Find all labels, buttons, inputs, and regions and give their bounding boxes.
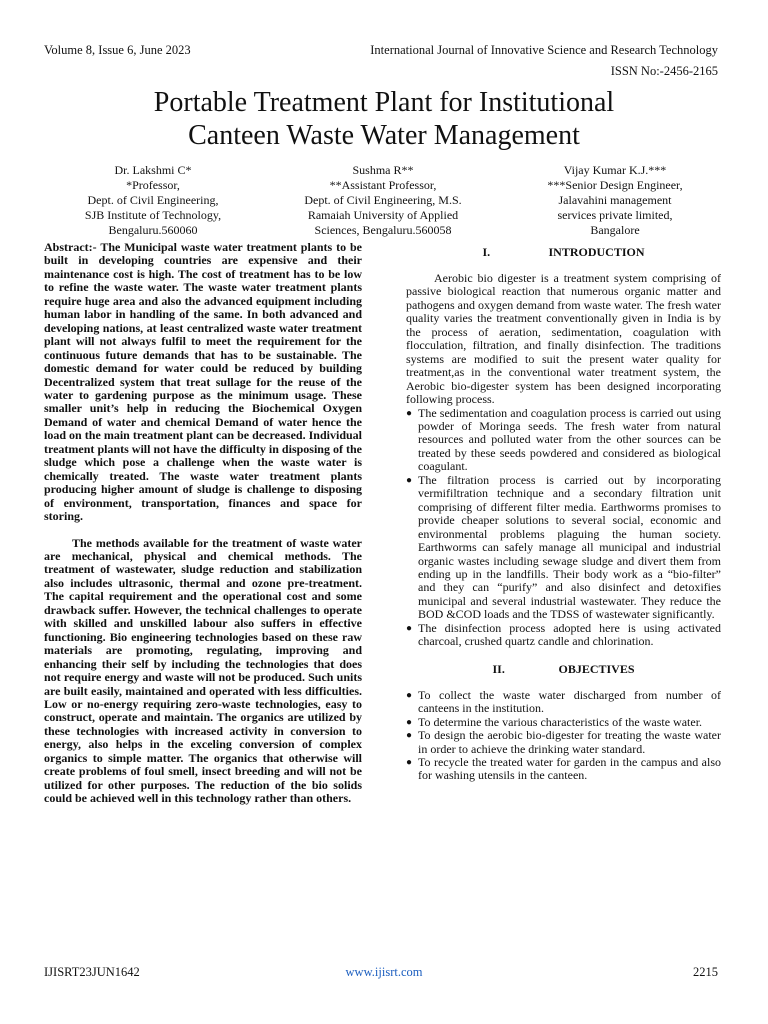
paper-title-line2: Canteen Waste Water Management [188,120,580,151]
list-item: ● The filtration process is carried out by incorporating vermifiltration technique and a secondary filtration unit comprising of different filter media. Earthworms promises to provide cheaper solutions to several social, economic and environmental problems plaguing the human society. Earthworms can safely manage all municipal and industrial organic wastes including sewage sludge and divert them from ending up in the landfills. Their body work as a “bio-filter” and they can “purify” and also disinfect and detoxifies municipal and several industrial wastewater. They reduce the BOD &COD loads and the TDSS of wastewater significantly. [406,472,721,622]
section-title: INTRODUCTION [548,245,645,259]
author-institution: services private limited, [557,208,673,222]
list-item: ● The sedimentation and coagulation process is carried out using powder of Moringa seeds. The fresh water from natural resources and polluted water from the other sources can be treated by these seeds powdered and considered as biological coagulant. [406,405,721,474]
bullet-icon: ● [406,407,413,419]
list-item: ● To design the aerobic bio-digester for treating the waste water in order to achieve the drinking water standard. [406,728,721,756]
list-item: ● To determine the various characteristics of the waste water. [406,714,703,729]
introduction-list [406,407,721,649]
author-name: Sushma R** [352,163,414,177]
author-block [48,163,258,238]
section-heading-objectives [406,662,721,676]
author-name: Dr. Lakshmi C* [114,163,192,177]
author-dept: Dept. of Civil Engineering, [87,193,219,207]
author-location: Bengaluru.560060 [108,223,198,237]
paper-title-line1: Portable Treatment Plant for Institutional [153,87,615,118]
bullet-icon: ● [406,474,413,486]
journal-website-link[interactable]: www.ijisrt.com [345,965,423,979]
abstract-paragraph: Abstract:- The Municipal waste water treatment plants to be built in developing countries are expensive and their maintenance cost is high. The cost of treatment has to be low to refine the waste water. The waste water treatment plants require huge area and also the advanced equipment including human labor in handling of the same. In both advanced and developing nations, at least centralized waste water treatment plant will not always fulfil to meet the requirement for the continuous future demands that has to be sustainable. The domestic demand for water could be reduced by building Decentralized system that treat sullage for the reuse of the water to gardening purpose as the minimum usage. These smaller unit’s help in reducing the Biochemical Oxygen Demand of water and chemical Demand of water hence the load on the main treatment plant can be decreased. Individual treatment plants will not have the difficulty in disposing of the sludge which pose a challenge when the waste water is chemically treated. The waste water treatment plants producing higher amount of sludge is challenge to disposing of environment, transportation, finances and space for storing. [44,240,362,524]
author-block [278,163,488,238]
bullet-icon: ● [406,716,413,728]
section-number: II. [492,661,505,676]
journal-volume: Volume 8, Issue 6, June 2023 [44,43,191,57]
author-dept: Dept. of Civil Engineering, M.S. [304,193,462,207]
author-location: Sciences, Bengaluru.560058 [314,223,452,237]
author-role: ***Senior Design Engineer, [547,178,683,192]
list-item: ● To collect the waste water discharged from number of canteens in the institution. [406,687,721,716]
introduction-paragraph: Aerobic bio digester is a treatment system comprising of passive biological reaction that numerous organic matter and pathogens and oxygen demand from waste water. The fresh water quality varies the treatment conventionally given in India is by the process of aeration, sedimentation, coagulation with flocculation, filtration, and finally disinfection. The traditions systems are modified to suit the present water quality for treatment,as in the conventional water treatment system, the Aerobic bio-digester system has been designed incorporating following process. [406,271,722,407]
body-column [406,245,721,783]
author-dept: Jalavahini management [558,193,672,207]
bullet-icon: ● [406,622,413,634]
section-number: I. [482,245,491,259]
bullet-icon: ● [406,730,413,742]
author-institution: Ramaiah University of Applied [307,208,459,222]
objectives-list [406,689,721,783]
page-number: 2215 [693,965,718,979]
list-item: ● The disinfection process adopted here is using activated charcoal, crushed quartz candle and chlorination. [406,620,721,649]
author-role: **Assistant Professor, [329,178,437,192]
section-heading-introduction [406,245,721,259]
bullet-icon: ● [406,689,413,701]
author-role: *Professor, [126,178,180,192]
paper-id: IJISRT23JUN1642 [44,965,140,979]
list-item: ● To recycle the treated water for garden in the campus and also for washing utensils in the canteen. [406,754,721,783]
abstract-column [44,241,362,806]
journal-name: International Journal of Innovative Science and Research Technology [370,43,718,57]
author-location: Bangalore [590,223,640,237]
methods-paragraph: The methods available for the treatment of waste water are mechanical, physical and chemical methods. The treatment of wastewater, sludge reduction and stabilization also includes ultrasonic, thermal and ozone pre-treatment. The capital requirement and the operational cost and some drawback suffer. However, the technical challenges to operate with skilled and unskilled labour also suffers in effective functioning. Bio engineering technologies based on these raw materials are promoting, regulating, improving and enhancing their self by including the technologies that does not require energy and waste will not be produced. Such units are built easily, maintained and operated with less difficulties. Low or no-energy requiring zero-waste technologies, easy to construct, operate and maintain. The organics are utilized by these technologies with increased activity in conversion to energy, also helps in the exceling conversion of complex organics to simple matter. The organics that otherwise will create problems of foul smell, insect breeding and will not be utilized for other purposes. The reduction of the bio solids could be achieved well in this technology rather than others. [44,535,362,806]
author-name: Vijay Kumar K.J.*** [563,163,667,177]
author-block [510,163,720,238]
author-institution: SJB Institute of Technology, [84,208,222,222]
section-title: OBJECTIVES [558,661,635,676]
paper-title [60,86,708,152]
bullet-icon: ● [406,756,413,768]
issn-number: ISSN No:-2456-2165 [610,64,718,78]
